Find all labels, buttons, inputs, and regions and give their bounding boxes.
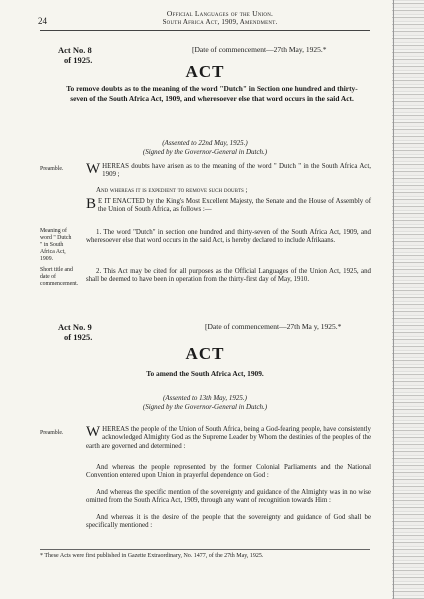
act-8-section-1: 1. The word "Dutch" in section one hundred and thirty-seven of the South Africa Act, 1909, and wheresoever else that word occurs in the said Act, is hereby declared to include Afrikaans. (86, 229, 371, 245)
act-8-section-2: 2. This Act may be cited for all purposes as the Official Languages of the Union Act, 1925, and shall be deemed to have been in operation from the thirty-first day of May, 1910. (86, 268, 371, 284)
act-8-enacting-clause (86, 198, 371, 215)
act-8-commencement: [Date of commencement—27th May, 1925.* (192, 45, 327, 54)
header-rule (40, 30, 370, 31)
act-8-assent-signed: (Signed by the Governor-General in Dutch.) (142, 148, 268, 156)
act-8-long-title: To remove doubts as to the meaning of the word "Dutch" in Section one hundred and thirty-seven of the South Africa Act, 1909, and wheresoever else that word occurs in the said Act. (66, 84, 358, 103)
act-9-assent-signed: (Signed by the Governor-General in Dutch.) (142, 403, 268, 411)
act-9-commencement: [Date of commencement—27th Ma y, 1925.* (205, 322, 342, 331)
act-8-title: ACT (185, 62, 225, 81)
act-9-whereas-1 (86, 426, 371, 451)
act-8-s1-marginal-note: Meaning of word " Dutch " in South Africa Act, 1909. (40, 228, 72, 262)
running-header-line-1: Official Languages of the Union. (166, 9, 274, 18)
running-header (70, 9, 370, 27)
act-9-year-line: of 1925. (64, 332, 93, 342)
act-9-long-title: To amend the South Africa Act, 1909. (146, 369, 264, 378)
act-8-assent-date: (Assented to 22nd May, 1925.) (162, 139, 248, 147)
act-9-number (58, 322, 92, 342)
act-8-whereas-1 (86, 163, 371, 180)
scan-line-artifact (393, 0, 394, 599)
page-number: 24 (38, 16, 47, 26)
act-9-assent (40, 394, 370, 412)
act-8-whereas-2: And whereas it is expedient to remove such doubts ; (96, 187, 248, 194)
act-8-year-line: of 1925. (64, 55, 93, 65)
act-9-assent-date: (Assented to 13th May, 1925.) (163, 394, 247, 402)
act-9-whereas-4: And whereas it is the desire of the people that the sovereignty and guidance of God shall be specifically mentioned : (86, 514, 371, 530)
footnote: * These Acts were first published in Gazette Extraordinary, No. 1477, of the 27th May, 1925. (40, 553, 264, 559)
act-8-s2-marginal-note: Short title and date of commencement. (40, 267, 79, 287)
dropcap-b: B (86, 196, 97, 212)
act-9-number-line: Act No. 9 (58, 322, 92, 332)
act-8-assent (40, 139, 370, 157)
dropcap-w: W (86, 161, 101, 177)
act-9-preamble-label: Preamble. (40, 430, 64, 436)
act-9-whereas-1-text: HEREAS the people of the Union of South Africa, being a God-fearing people, have consistently acknowledged Almighty God as the Supreme Leader by Whom the destinies of the peoples of the earth are governed and determined : (86, 426, 371, 450)
act-8-whereas-1-text: HEREAS doubts have arisen as to the meaning of the word " Dutch " in the South Africa Act, 1909 ; (102, 163, 371, 179)
act-8-number-line: Act No. 8 (58, 45, 92, 55)
act-9-whereas-3: And whereas the specific mention of the sovereignty and guidance of the Almighty was in no wise omitted from the South Africa Act, 1909, through any want of recognition towards Him : (86, 489, 371, 505)
dropcap-w-2: W (86, 424, 101, 440)
act-8-preamble-label: Preamble. (40, 166, 64, 172)
act-9-whereas-2: And whereas the people represented by the former Colonial Parliaments and the National Convention entered upon Union in prayerful dependence on God : (86, 464, 371, 480)
running-header-line-2: South Africa Act, 1909, Amendment. (162, 18, 278, 26)
act-8-enacting-text: E IT ENACTED by the King's Most Excellent Majesty, the Senate and the House of Assembly of the Union of South Africa, as follows :— (98, 198, 371, 214)
act-9-title: ACT (185, 344, 225, 363)
footnote-rule (40, 549, 370, 550)
scan-edge-artifact (392, 0, 424, 599)
